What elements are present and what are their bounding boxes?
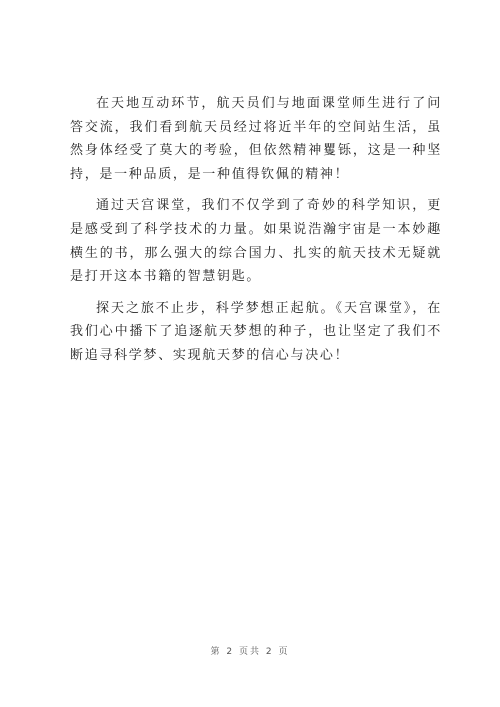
- paragraph-dream-setting-sail: 探天之旅不止步，科学梦想正起航。《天宫课堂》，在我们心中播下了追逐航天梦想的种子，也让坚定了我们不断追寻科学梦、实现航天梦的信心与决心！: [70, 300, 442, 363]
- page-footer: 第 2 页共 2 页: [210, 647, 290, 657]
- document-body: [70, 92, 442, 376]
- paragraph-interaction: 在天地互动环节，航天员们与地面课堂师生进行了问答交流，我们看到航天员经过将近半年的空间站生活，虽然身体经受了莫大的考验，但依然精神矍铄，这是一种坚持，是一种品质，是一种值得钦佩的精神！: [70, 96, 442, 182]
- paragraph-science-power: 通过天宫课堂，我们不仅学到了奇妙的科学知识，更是感受到了科学技术的力量。如果说浩瀚宇宙是一本妙趣横生的书，那么强大的综合国力、扎实的航天技术无疑就是打开这本书籍的智慧钥匙。: [70, 198, 442, 285]
